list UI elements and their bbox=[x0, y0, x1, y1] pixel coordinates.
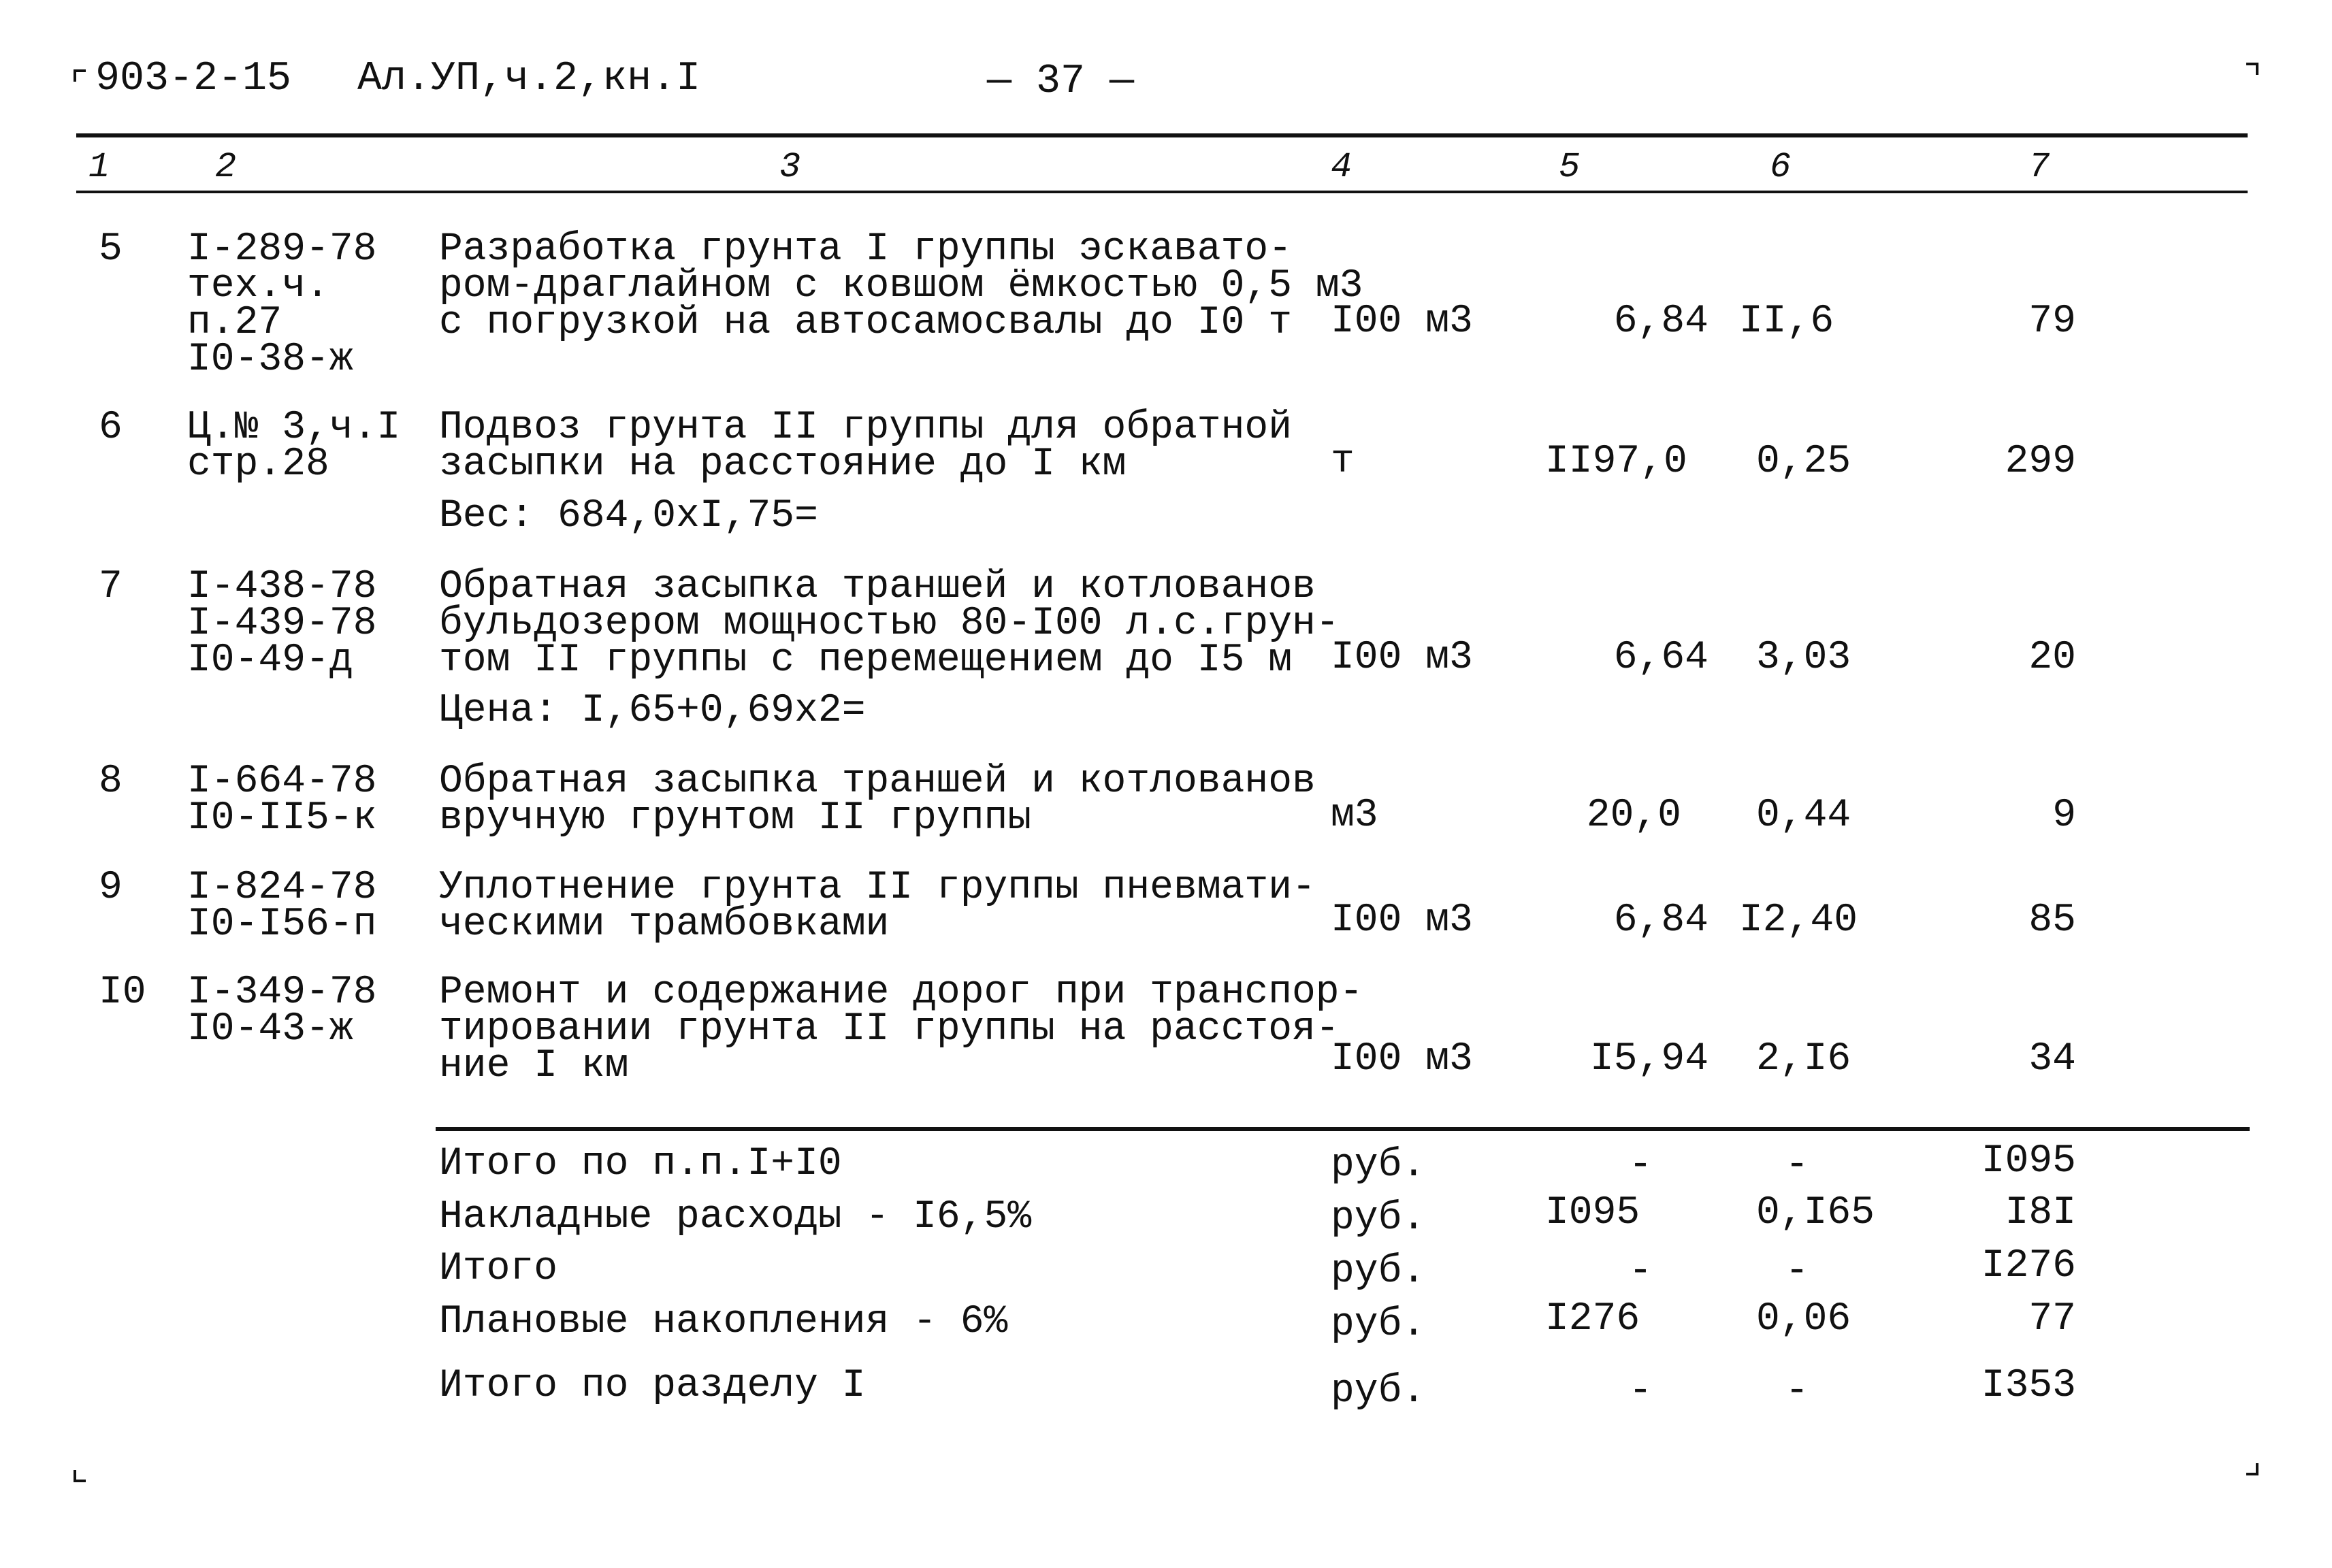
column-number: 6 bbox=[1770, 147, 1792, 187]
reference-line: I0-43-ж bbox=[187, 1007, 353, 1051]
description-line: ром-драглайном с ковшом ёмкостью 0,5 м3 bbox=[439, 264, 1363, 308]
column-number: 2 bbox=[215, 147, 237, 187]
unit: I00 м3 bbox=[1331, 636, 1473, 680]
total-cost: 299 bbox=[2005, 440, 2076, 484]
row-number: 9 bbox=[99, 866, 123, 910]
summary-rate: 0,06 bbox=[1756, 1297, 1851, 1341]
reference-line: I-289-78 bbox=[187, 227, 377, 272]
reference-line: I0-49-д bbox=[187, 638, 353, 683]
unit: I00 м3 bbox=[1331, 299, 1473, 344]
summary-rate: - bbox=[1785, 1250, 1809, 1294]
summary-quantity: I095 bbox=[1545, 1191, 1640, 1235]
summary-rate: - bbox=[1785, 1143, 1809, 1188]
description-line: Обратная засыпка траншей и котлованов bbox=[439, 760, 1316, 804]
unit-price: 2,I6 bbox=[1756, 1037, 1851, 1081]
quantity: 6,84 bbox=[1613, 898, 1708, 943]
column-header-bottom-rule bbox=[76, 191, 2248, 193]
column-number: 5 bbox=[1559, 147, 1581, 187]
summary-separator-rule bbox=[436, 1127, 2250, 1131]
reference-line: Ц.№ 3,ч.I bbox=[187, 406, 401, 450]
reference-line: I-664-78 bbox=[187, 760, 377, 804]
calculation-note: Цена: I,65+0,69х2= bbox=[439, 689, 866, 733]
unit-price: 0,25 bbox=[1756, 440, 1851, 484]
unit: I00 м3 bbox=[1331, 1037, 1473, 1081]
reference-line: I0-I56-п bbox=[187, 902, 377, 947]
corner-mark-top-left bbox=[74, 69, 86, 82]
description-line: ние I км bbox=[439, 1044, 629, 1088]
reference-line: I-438-78 bbox=[187, 565, 377, 609]
corner-mark-top-right bbox=[2246, 63, 2258, 75]
reference-line: I0-II5-к bbox=[187, 796, 377, 840]
quantity: II97,0 bbox=[1545, 440, 1687, 484]
reference-line: I-824-78 bbox=[187, 866, 377, 910]
summary-quantity: I276 bbox=[1545, 1297, 1640, 1341]
summary-label: Накладные расходы - I6,5% bbox=[439, 1195, 1032, 1239]
description-line: Подвоз грунта II группы для обратной bbox=[439, 406, 1293, 450]
reference-line: стр.28 bbox=[187, 442, 329, 487]
summary-quantity: - bbox=[1628, 1369, 1653, 1414]
reference-line: I-349-78 bbox=[187, 970, 377, 1015]
total-cost: 34 bbox=[2028, 1037, 2076, 1081]
column-number: 3 bbox=[779, 147, 801, 187]
unit-price: 0,44 bbox=[1756, 794, 1851, 838]
table-top-rule bbox=[76, 133, 2248, 137]
description-line: с погрузкой на автосамосвалы до I0 т bbox=[439, 301, 1293, 345]
summary-total: I8I bbox=[2005, 1191, 2076, 1235]
row-number: 6 bbox=[99, 406, 123, 450]
summary-total: I276 bbox=[1981, 1244, 2076, 1288]
column-number: 1 bbox=[88, 147, 110, 187]
summary-unit: руб. bbox=[1331, 1143, 1426, 1188]
description-line: тировании грунта II группы на расстоя- bbox=[439, 1007, 1340, 1051]
summary-label: Итого по разделу I bbox=[439, 1364, 866, 1408]
total-cost: 85 bbox=[2028, 898, 2076, 943]
summary-rate: 0,I65 bbox=[1756, 1191, 1875, 1235]
column-number: 7 bbox=[2028, 147, 2050, 187]
total-cost: 9 bbox=[2052, 794, 2076, 838]
description-line: засыпки на расстояние до I км bbox=[439, 442, 1127, 487]
description-line: ческими трамбовками bbox=[439, 902, 890, 947]
quantity: I5,94 bbox=[1589, 1037, 1708, 1081]
summary-rate: - bbox=[1785, 1369, 1809, 1414]
calculation-note: Вес: 684,0хI,75= bbox=[439, 494, 818, 538]
column-number: 4 bbox=[1331, 147, 1353, 187]
page-number: — 37 — bbox=[987, 59, 1135, 105]
description-line: Ремонт и содержание дорог при транспор- bbox=[439, 970, 1363, 1015]
summary-quantity: - bbox=[1628, 1143, 1653, 1188]
summary-label: Итого bbox=[439, 1247, 558, 1291]
summary-unit: руб. bbox=[1331, 1196, 1426, 1241]
unit-price: 3,03 bbox=[1756, 636, 1851, 680]
summary-total: 77 bbox=[2028, 1297, 2076, 1341]
summary-label: Плановые накопления - 6% bbox=[439, 1300, 1008, 1344]
description-line: бульдозером мощностью 80-I00 л.с.грун- bbox=[439, 602, 1340, 646]
row-number: 8 bbox=[99, 760, 123, 804]
description-line: Уплотнение грунта II группы пневмати- bbox=[439, 866, 1316, 910]
summary-unit: руб. bbox=[1331, 1303, 1426, 1347]
album-reference: Ал.УП,ч.2,кн.I bbox=[357, 56, 701, 102]
description-line: том II группы с перемещением до I5 м bbox=[439, 638, 1293, 683]
unit: м3 bbox=[1331, 794, 1378, 838]
row-number: 7 bbox=[99, 565, 123, 609]
corner-mark-bottom-right bbox=[2246, 1463, 2258, 1475]
reference-line: I-439-78 bbox=[187, 602, 377, 646]
quantity: 6,84 bbox=[1613, 299, 1708, 344]
description-line: Разработка грунта I группы эскавато- bbox=[439, 227, 1293, 272]
reference-line: I0-38-ж bbox=[187, 338, 353, 382]
corner-mark-bottom-left bbox=[74, 1470, 86, 1482]
row-number: I0 bbox=[99, 970, 146, 1015]
summary-total: I095 bbox=[1981, 1139, 2076, 1183]
reference-line: тех.ч. bbox=[187, 264, 329, 308]
total-cost: 20 bbox=[2028, 636, 2076, 680]
unit: т bbox=[1331, 440, 1355, 484]
quantity: 20,0 bbox=[1586, 794, 1681, 838]
summary-quantity: - bbox=[1628, 1250, 1653, 1294]
summary-unit: руб. bbox=[1331, 1250, 1426, 1294]
unit: I00 м3 bbox=[1331, 898, 1473, 943]
summary-unit: руб. bbox=[1331, 1369, 1426, 1414]
reference-line: п.27 bbox=[187, 301, 282, 345]
description-line: вручную грунтом II группы bbox=[439, 796, 1032, 840]
summary-total: I353 bbox=[1981, 1364, 2076, 1408]
doc-code: 903-2-15 bbox=[95, 56, 292, 102]
quantity: 6,64 bbox=[1613, 636, 1708, 680]
summary-label: Итого по п.п.I+I0 bbox=[439, 1142, 842, 1186]
row-number: 5 bbox=[99, 227, 123, 272]
description-line: Обратная засыпка траншей и котлованов bbox=[439, 565, 1316, 609]
unit-price: II,6 bbox=[1739, 299, 1834, 344]
total-cost: 79 bbox=[2028, 299, 2076, 344]
unit-price: I2,40 bbox=[1739, 898, 1858, 943]
